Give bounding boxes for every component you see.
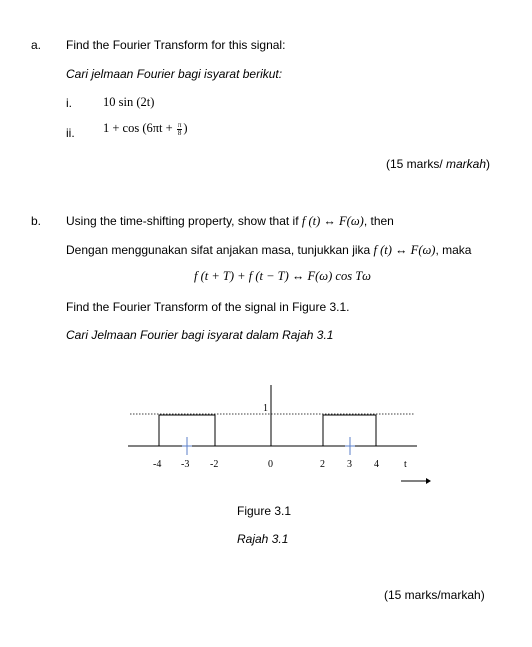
axis-label-t: t bbox=[404, 459, 407, 470]
item-i-label: i. bbox=[66, 96, 72, 110]
question-a-label: a. bbox=[31, 38, 42, 52]
question-b-text2-ms: Cari Jelmaan Fourier bagi isyarat dalam Rajah 3.1 bbox=[66, 328, 334, 342]
question-b-text2-en: Find the Fourier Transform of the signal in Figure 3.1. bbox=[66, 300, 350, 314]
tick-label-3: 3 bbox=[347, 459, 352, 470]
item-i-expression: 10 sin (2t) bbox=[103, 95, 155, 109]
tick-label-neg4: -4 bbox=[153, 459, 162, 470]
question-b-label: b. bbox=[31, 214, 42, 228]
question-a-text-en: Find the Fourier Transform for this signal: bbox=[66, 38, 286, 52]
peak-label: 1 bbox=[263, 403, 268, 414]
tick-label-0: 0 bbox=[268, 459, 273, 470]
pi-over-8-fraction: $\frac{\pi}{8}$ bbox=[177, 120, 182, 137]
time-shift-equation: f (t + T) + f (t − T) ↔ F(ω) cos Tω bbox=[194, 269, 371, 283]
question-a-text-ms: Cari jelmaan Fourier bagi isyarat berikut: bbox=[66, 67, 283, 81]
item-ii-expression: 1 + cos (6πt + $\frac{\pi}{8}$ ) bbox=[103, 120, 188, 137]
tick-label-neg2: -2 bbox=[210, 459, 219, 470]
tick-label-neg3: -3 bbox=[181, 459, 190, 470]
question-b-text-en: Using the time-shifting property, show that if f (t) ↔ F(ω), then bbox=[66, 214, 394, 228]
item-ii-label: ii. bbox=[66, 126, 75, 140]
tick-label-2: 2 bbox=[320, 459, 325, 470]
question-a-marks: (15 marks/ markah) bbox=[386, 157, 491, 171]
figure-caption-ms: Rajah 3.1 bbox=[237, 532, 289, 546]
question-b-marks: (15 marks/markah) bbox=[384, 588, 485, 602]
figure-caption-en: Figure 3.1 bbox=[237, 504, 292, 518]
tick-label-4: 4 bbox=[374, 459, 379, 470]
question-b-text-ms: Dengan menggunakan sifat anjakan masa, tunjukkan jika f (t) ↔ F(ω), maka bbox=[66, 243, 472, 257]
